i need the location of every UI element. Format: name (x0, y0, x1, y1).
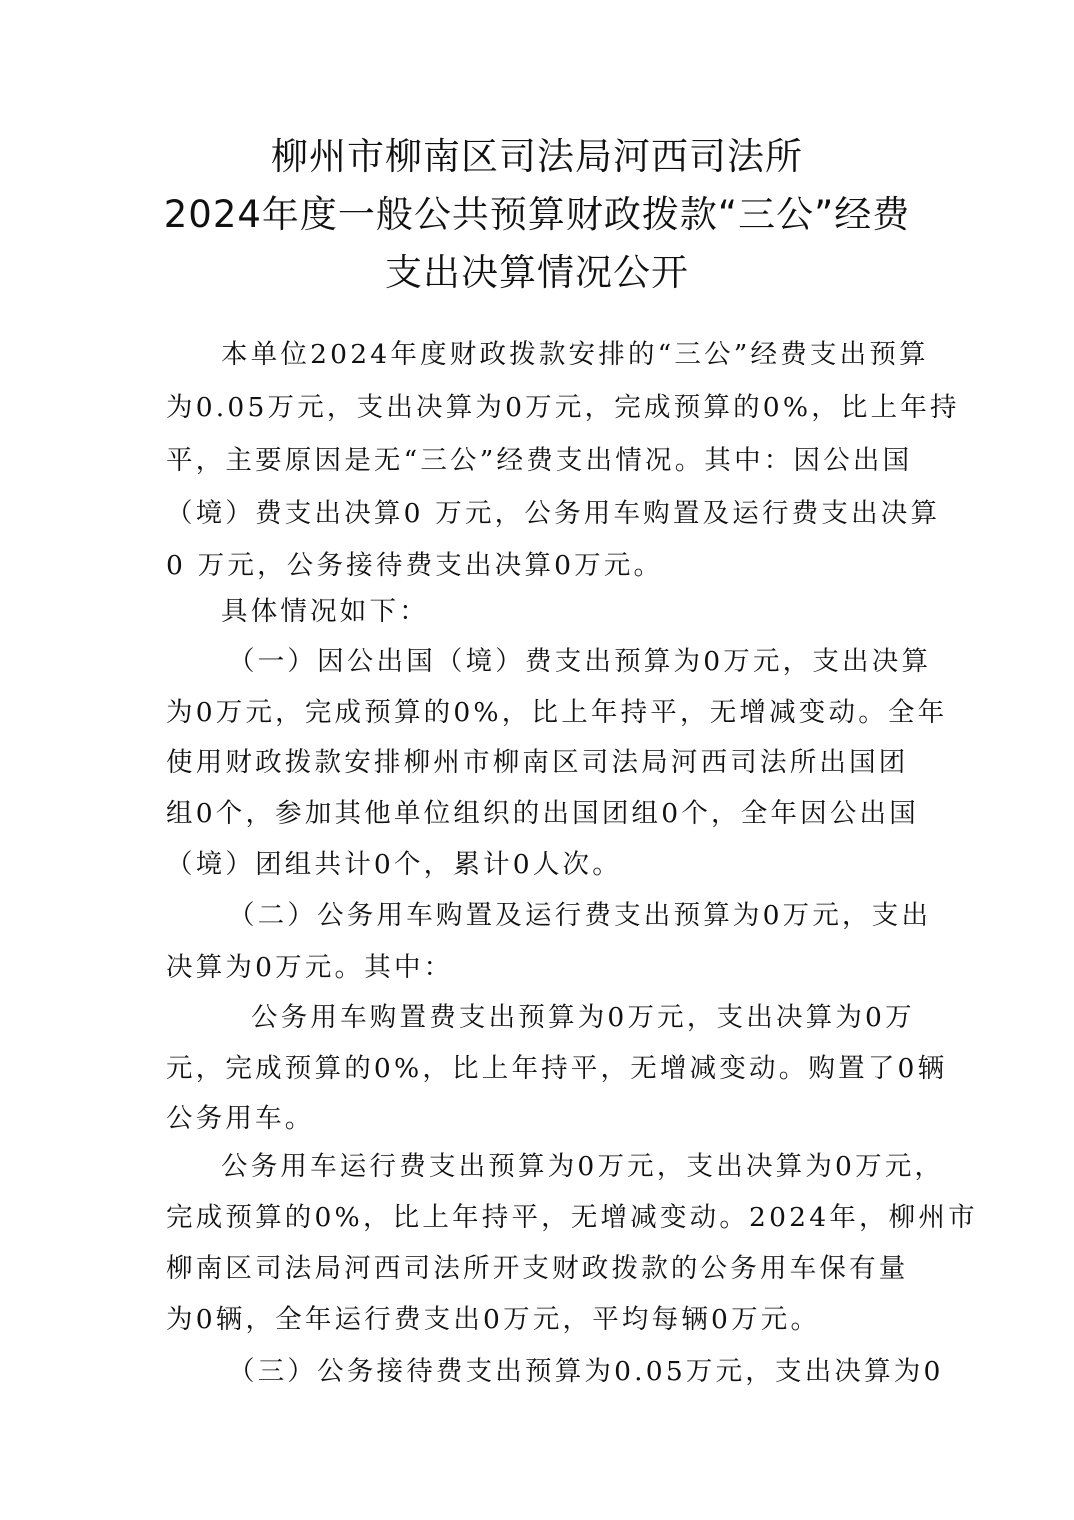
body-line: 元，完成预算的0%，比上年持平，无增减变动。购置了0辆 (166, 1053, 948, 1084)
body-line: 柳南区司法局河西司法所开支财政拨款的公务用车保有量 (166, 1253, 909, 1284)
body-line: （三）公务接待费支出预算为0.05万元，支出决算为0 (228, 1356, 944, 1387)
title-line-2: 2024年度一般公共预算财政拨款“三公”经费 (163, 193, 911, 236)
body-line: 使用财政拨款安排柳州市柳南区司法局河西司法所出国团 (166, 747, 909, 778)
body-line: 具体情况如下： (221, 596, 429, 627)
body-line: 平，主要原因是无“三公”经费支出情况。其中：因公出国 (166, 445, 913, 476)
body-line: 公务用车购置费支出预算为0万元，支出决算为0万 (251, 1002, 915, 1033)
body-line: （一）因公出国（境）费支出预算为0万元，支出决算 (228, 646, 932, 677)
body-line: 本单位2024年度财政拨款安排的“三公”经费支出预算 (221, 339, 929, 370)
body-line: 为0辆，全年运行费支出0万元，平均每辆0万元。 (166, 1304, 821, 1335)
body-line: 完成预算的0%，比上年持平，无增减变动。2024年，柳州市 (166, 1202, 978, 1233)
body-line: （二）公务用车购置及运行费支出预算为0万元，支出 (228, 900, 932, 931)
body-line: 决算为0万元。其中： (166, 952, 454, 983)
body-line: （境）费支出决算0 万元，公务用车购置及运行费支出决算 (166, 498, 941, 529)
body-line: 为0.05万元，支出决算为0万元，完成预算的0%，比上年持 (166, 392, 960, 423)
body-line: （境）团组共计0个，累计0人次。 (166, 849, 622, 880)
title-line-1: 柳州市柳南区司法局河西司法所 (271, 135, 803, 178)
title-line-3: 支出决算情况公开 (385, 251, 689, 294)
body-line: 0 万元，公务接待费支出决算0万元。 (166, 550, 664, 581)
body-line: 公务用车。 (166, 1103, 315, 1134)
body-line: 组0个，参加其他单位组织的出国团组0个，全年因公出国 (166, 798, 919, 829)
body-line: 公务用车运行费支出预算为0万元，支出决算为0万元， (221, 1151, 945, 1182)
body-line: 为0万元，完成预算的0%，比上年持平，无增减变动。全年 (166, 697, 948, 728)
document-title (0, 128, 1074, 302)
